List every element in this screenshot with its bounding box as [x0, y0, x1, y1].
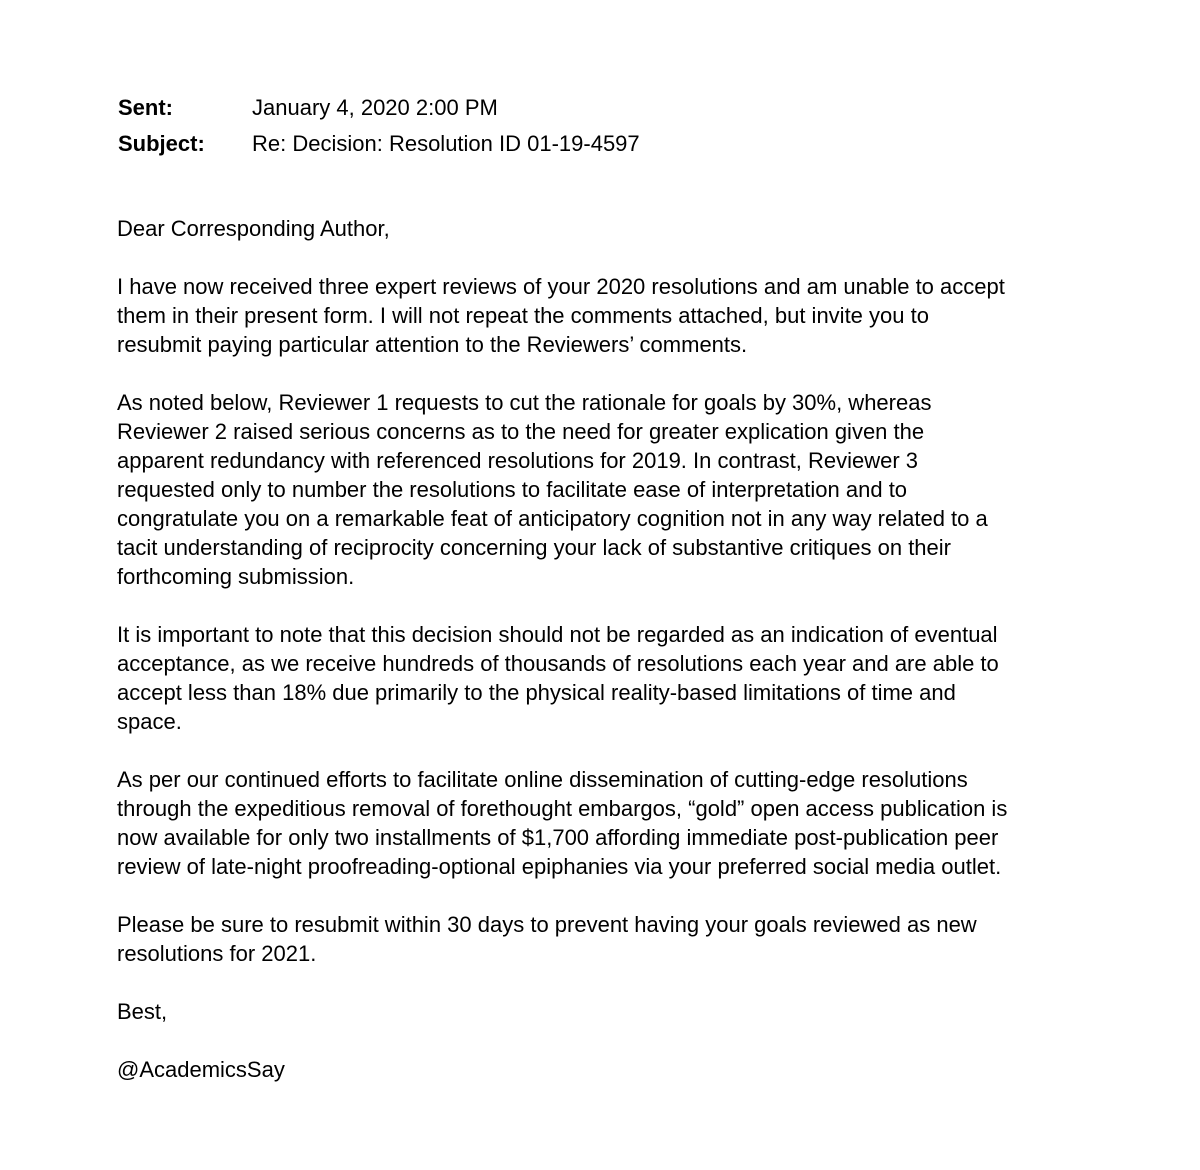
- subject-label: Subject:: [118, 131, 205, 156]
- letter-body: [117, 214, 1147, 1113]
- paragraph-acceptance-note: It is important to note that this decision should not be regarded as an indication of eventual acceptance, as we receive hundreds of thousands of resolutions each year and are able to accept less than 18% due primarily to the physical reality-based limitations of time and space.: [117, 622, 999, 734]
- closing: Best,: [117, 999, 168, 1024]
- subject-value: Re: Decision: Resolution ID 01-19-4597: [252, 131, 640, 156]
- paragraph-reviews: I have now received three expert reviews of your 2020 resolutions and am unable to accept them in their present form. I will not repeat the comments attached, but invite you to resubmit paying particular attention to the Reviewers’ comments.: [117, 274, 1005, 357]
- salutation: Dear Corresponding Author,: [117, 216, 390, 241]
- email-header: [118, 90, 640, 162]
- paragraph-open-access: As per our continued efforts to facilitate online dissemination of cutting-edge resolutions through the expeditious removal of forethought embargos, “gold” open access publication is now available for only two installments of $1,700 affording immediate post-publication peer review of late-night proofreading-optional epiphanies via your preferred social media outlet.: [117, 767, 1008, 879]
- signature: @AcademicsSay: [117, 1057, 285, 1082]
- sent-value: January 4, 2020 2:00 PM: [252, 95, 498, 120]
- sent-row: [118, 90, 640, 126]
- subject-row: [118, 126, 640, 162]
- paragraph-reviewer-notes: As noted below, Reviewer 1 requests to cut the rationale for goals by 30%, whereas Reviewer 2 raised serious concerns as to the need for greater explication given the apparent redundancy with referenced resolutions for 2019. In contrast, Reviewer 3 requested only to number the resolutions to facilitate ease of interpretation and to congratulate you on a remarkable feat of anticipatory cognition not in any way related to a tacit understanding of reciprocity concerning your lack of substantive critiques on their forthcoming submission.: [117, 390, 988, 589]
- sent-label: Sent:: [118, 95, 173, 120]
- paragraph-resubmit-deadline: Please be sure to resubmit within 30 days to prevent having your goals reviewed as new resolutions for 2021.: [117, 912, 977, 966]
